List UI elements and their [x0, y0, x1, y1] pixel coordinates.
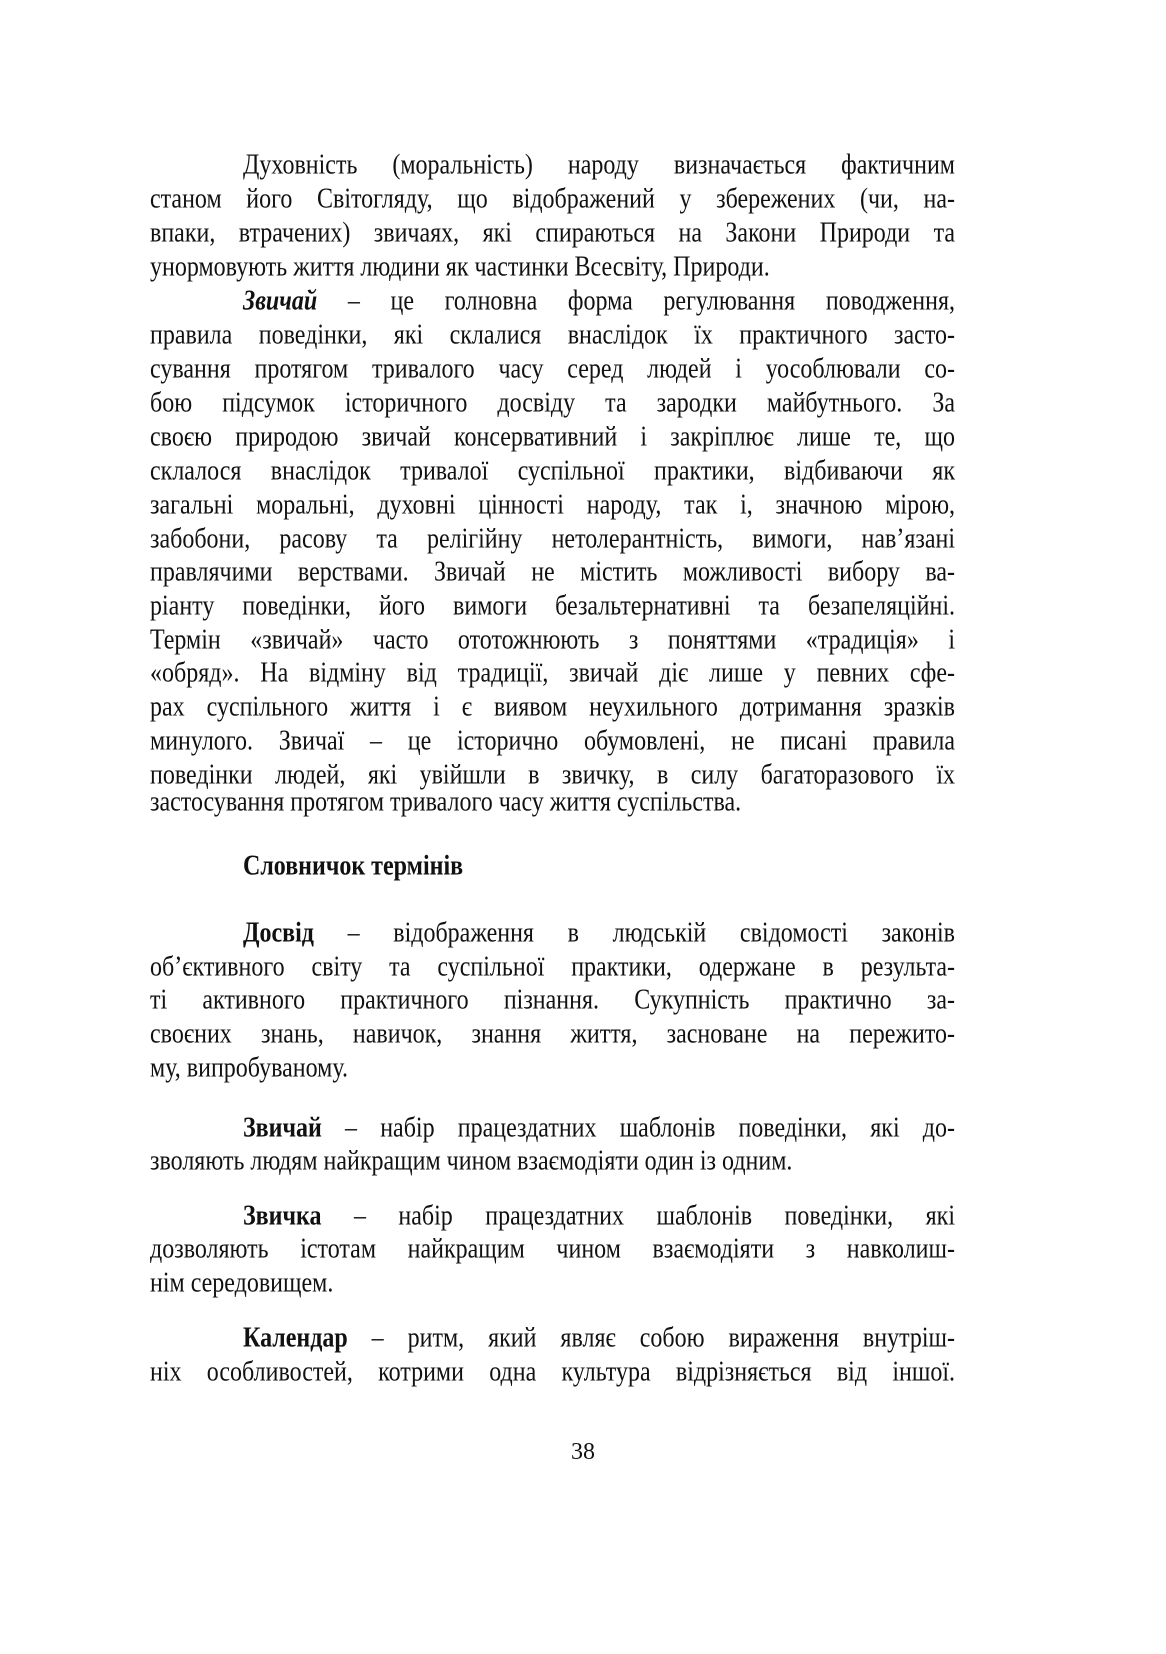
text-line: забобони, расову та релігійну нетолерантність, вимоги, нав’язані [150, 523, 955, 555]
text-line: бою підсумок історичного досвіду та зародки майбутнього. За [150, 387, 955, 419]
text-run: – це голновна форма регулювання поводження, [317, 285, 955, 317]
text-line: «обряд». На відміну від традиції, звичай діє лише у певних сфе- [150, 657, 955, 689]
text-line: поведінки людей, які увійшли в звичку, в силу багаторазового їх [150, 759, 955, 791]
text-line: загальні моральні, духовні цінності народу, так і, значною мірою, [150, 489, 955, 521]
text-run: – ритм, який являє собою вираження внутріш- [347, 1322, 955, 1354]
glossary-term: Звичка [243, 1200, 322, 1232]
glossary-heading: Словничок термінів [243, 850, 464, 882]
text-line: му, випробуваному. [150, 1052, 348, 1084]
text-line: зволяють людям найкращим чином взаємодіяти один із одним. [150, 1145, 793, 1177]
text-line: своєних знань, навичок, знання життя, засноване на пережито- [150, 1018, 955, 1050]
glossary-term: Календар [243, 1322, 348, 1354]
text-line: ніх особливостей, котрими одна культура відрізняється від іншої. [150, 1356, 955, 1388]
text-line: застосування протягом тривалого часу життя суспільства. [150, 786, 742, 818]
text-line: склалося внаслідок тривалої суспільної практики, відбиваючи як [150, 455, 955, 487]
glossary-term: Звичай [243, 1112, 322, 1144]
text-line: впаки, втрачених) звичаях, які спираються на Закони Природи та [150, 217, 955, 249]
term-custom: Звичай [243, 285, 318, 317]
page-number: 38 [571, 1439, 595, 1465]
text-line: минулого. Звичаї – це історично обумовлені, не писані правила [150, 725, 955, 757]
glossary-term: Досвід [243, 917, 314, 949]
text-line: ті активного практичного пізнання. Сукупність практично за- [150, 984, 955, 1016]
text-line: Термін «звичай» часто ототожнюють з поняттями «традиція» і [150, 624, 955, 656]
text-line: станом його Світогляду, що відображений у збережених (чи, на- [150, 183, 955, 215]
text-run: – набір працездатних шаблонів поведінки, які до- [321, 1112, 955, 1144]
text-line: нім середовищем. [150, 1267, 334, 1299]
text-line: унормовують життя людини як частинки Всесвіту, Природи. [150, 251, 770, 283]
text-line: дозволяють істотам найкращим чином взаємодіяти з навколиш- [150, 1233, 955, 1265]
text-run: – набір працездатних шаблонів поведінки, які [321, 1200, 955, 1232]
text-line: сування протягом тривалого часу серед людей і уособлювали со- [150, 353, 955, 385]
text-line: ріанту поведінки, його вимоги безальтернативні та безапеляційні. [150, 590, 955, 622]
text-line: Духовність (моральність) народу визначається фактичним [243, 149, 955, 181]
text-line: рах суспільного життя і є виявом неухильного дотримання зразків [150, 691, 955, 723]
text-line: правила поведінки, які склалися внаслідок їх практичного засто- [150, 319, 955, 351]
text-line: об’єктивного світу та суспільної практики, одержане в результа- [150, 951, 955, 983]
text-line: правлячими верствами. Звичай не містить можливості вибору ва- [150, 556, 955, 588]
text-line: своєю природою звичай консервативний і закріплює лише те, що [150, 421, 955, 453]
text-run: – відображення в людській свідомості законів [313, 917, 955, 949]
